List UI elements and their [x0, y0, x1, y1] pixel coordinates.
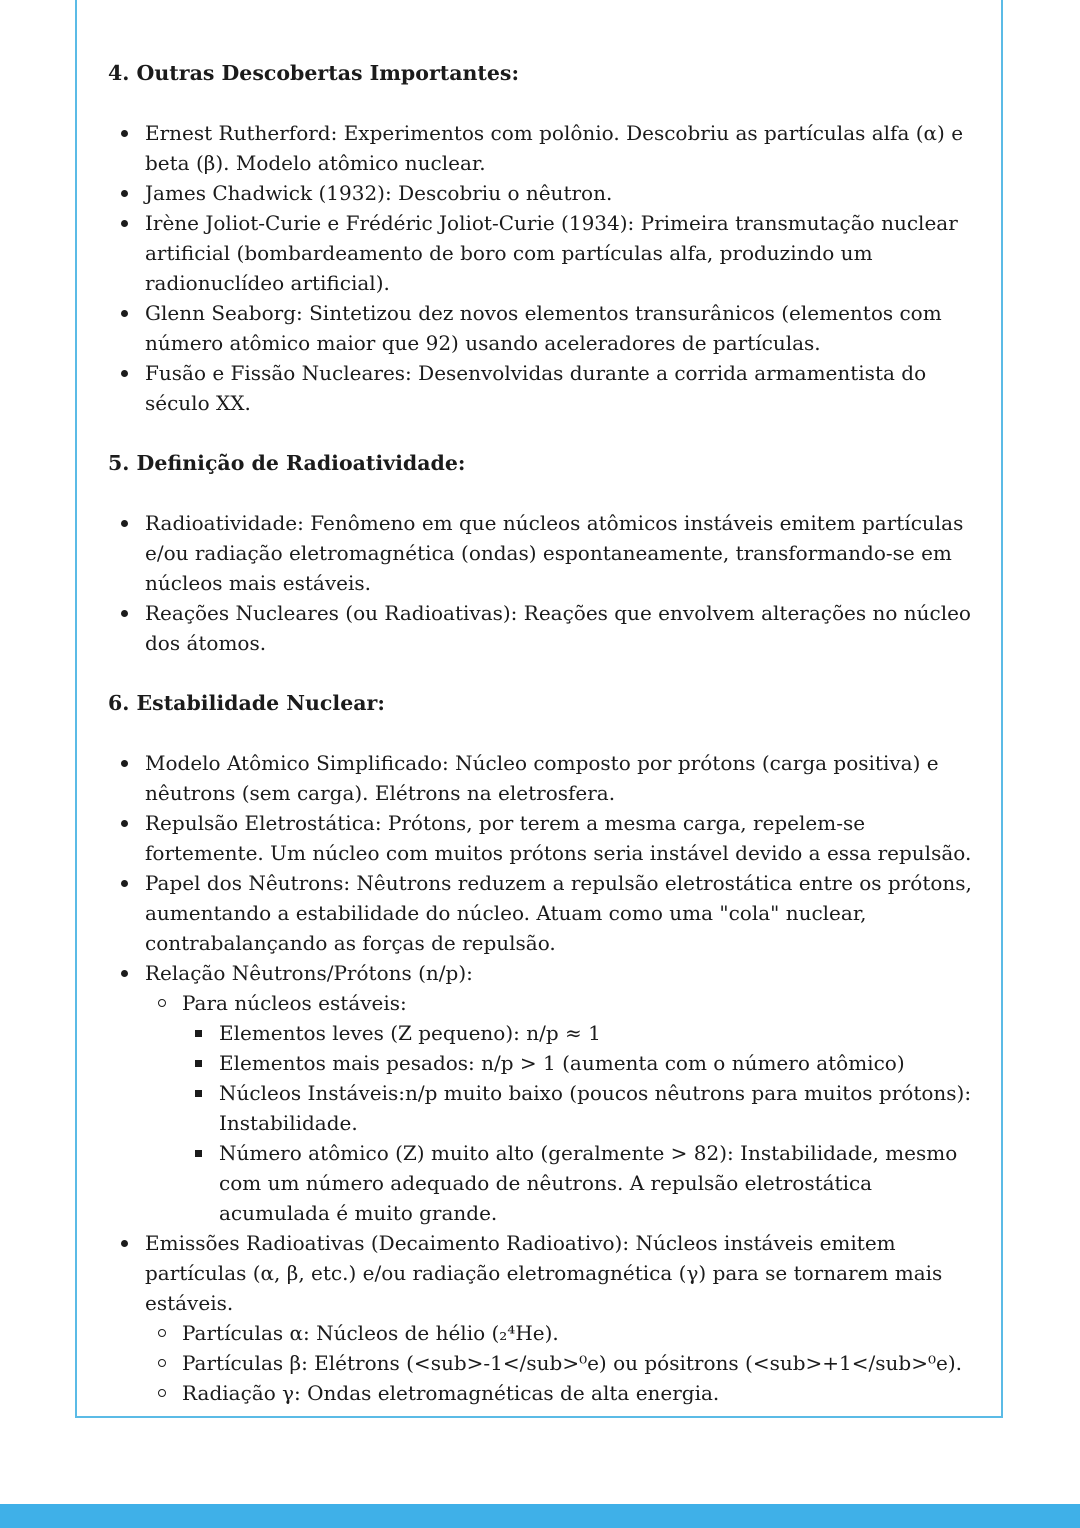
section-radioactivity-definition	[108, 448, 978, 658]
list-item: Papel dos Nêutrons: Nêutrons reduzem a repulsão eletrostática entre os prótons, aumentando a estabilidade do núcleo. Atuam como uma "cola" nuclear, contrabalançando as forças de repulsão.	[108, 868, 978, 958]
list-item-emissions	[108, 1228, 978, 1408]
sub-sub-list	[182, 1018, 978, 1228]
sub-sub-list-item: Núcleos Instáveis:n/p muito baixo (poucos nêutrons para muitos prótons): Instabilidade.	[182, 1078, 978, 1138]
list-item: Modelo Atômico Simplificado: Núcleo composto por prótons (carga positiva) e nêutrons (sem carga). Elétrons na eletrosfera.	[108, 748, 978, 808]
sub-list	[145, 988, 978, 1228]
sub-list-item	[145, 988, 978, 1228]
document-body	[108, 58, 978, 1438]
list-item: Fusão e Fissão Nucleares: Desenvolvidas durante a corrida armamentista do século XX.	[108, 358, 978, 418]
list-item: James Chadwick (1932): Descobriu o nêutron.	[108, 178, 978, 208]
list-item: Radioatividade: Fenômeno em que núcleos atômicos instáveis emitem partículas e/ou radiação eletromagnética (ondas) espontaneamente, transformando-se em núcleos mais estáveis.	[108, 508, 978, 598]
list-item-ratio	[108, 958, 978, 1228]
section-heading: 4. Outras Descobertas Importantes:	[108, 61, 520, 85]
section-heading: 5. Definição de Radioatividade:	[108, 451, 466, 475]
sub-sub-list-item: Elementos mais pesados: n/p > 1 (aumenta com o número atômico)	[182, 1048, 978, 1078]
section-heading: 6. Estabilidade Nuclear:	[108, 691, 385, 715]
stable-nuclei-label: Para núcleos estáveis:	[182, 991, 407, 1015]
emissions-label: Emissões Radioativas (Decaimento Radioativo): Núcleos instáveis emitem partículas (α, β, etc.) e/ou radiação eletromagnética (γ) para se tornarem mais estáveis.	[145, 1231, 943, 1315]
list-item: Ernest Rutherford: Experimentos com polônio. Descobriu as partículas alfa (α) e beta (β). Modelo atômico nuclear.	[108, 118, 978, 178]
sub-sub-list-item: Elementos leves (Z pequeno): n/p ≈ 1	[182, 1018, 978, 1048]
bullet-list	[108, 508, 978, 658]
footer-bar	[0, 1504, 1080, 1528]
list-item: Reações Nucleares (ou Radioativas): Reações que envolvem alterações no núcleo dos átomos.	[108, 598, 978, 658]
list-item: Repulsão Eletrostática: Prótons, por terem a mesma carga, repelem-se fortemente. Um núcleo com muitos prótons seria instável devido a essa repulsão.	[108, 808, 978, 868]
list-item: Irène Joliot-Curie e Frédéric Joliot-Curie (1934): Primeira transmutação nuclear artificial (bombardeamento de boro com partículas alfa, produzindo um radionuclídeo artificial).	[108, 208, 978, 298]
sub-list-item: Partículas β: Elétrons (<sub>-1</sub>⁰e) ou pósitrons (<sub>+1</sub>⁰e).	[145, 1348, 978, 1378]
section-other-discoveries	[108, 58, 978, 418]
bullet-list	[108, 748, 978, 1408]
sub-list-item: Radiação γ: Ondas eletromagnéticas de alta energia.	[145, 1378, 978, 1408]
sub-list	[145, 1318, 978, 1408]
bullet-list	[108, 118, 978, 418]
list-item: Glenn Seaborg: Sintetizou dez novos elementos transurânicos (elementos com número atômico maior que 92) usando aceleradores de partículas.	[108, 298, 978, 358]
ratio-label: Relação Nêutrons/Prótons (n/p):	[145, 961, 473, 985]
section-nuclear-stability	[108, 688, 978, 1408]
sub-sub-list-item: Número atômico (Z) muito alto (geralmente > 82): Instabilidade, mesmo com um número adequado de nêutrons. A repulsão eletrostática acumulada é muito grande.	[182, 1138, 978, 1228]
sub-list-item: Partículas α: Núcleos de hélio (₂⁴He).	[145, 1318, 978, 1348]
